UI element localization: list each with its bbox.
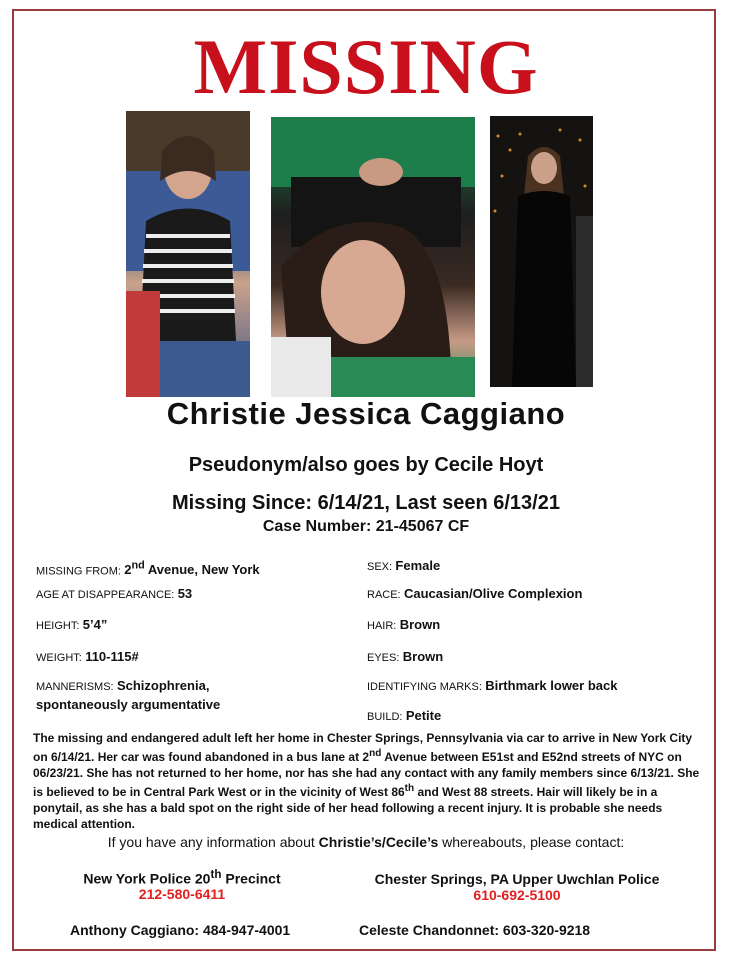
field-value: Petite <box>405 708 442 723</box>
headline: MISSING <box>193 23 539 110</box>
photo-left <box>126 111 250 397</box>
case-number: Case Number: 21-45067 CF <box>262 518 470 535</box>
missing-person-name: Christie Jessica Caggiano <box>166 396 566 431</box>
contact-celeste[interactable]: Celeste Chandonnet: 603-320-9218 <box>359 922 591 938</box>
field-label: HAIR: <box>367 620 397 632</box>
photo-center <box>271 117 475 397</box>
missing-since: Missing Since: 6/14/21, Last seen 6/13/21 <box>172 492 560 514</box>
narrative-paragraph: The missing and endangered adult left her home in Chester Springs, Pennsylvania via car to arrive in New York City on 6/14/21. Her car was found abandoned in a bus lane at 2nd Avenue between E51st and E52nd streets of NYC on 06/23/21. She has not returned to her home, nor has she had any contact with any family members since 6/13/21. She is believed to be in Central Park West or in the vicinity of West 86th and West 88 streets. Hair will likely be in a ponytail, as she has a bald spot on the right side of her head following a recent injury. It is probable she needs medical attention. <box>33 731 700 831</box>
field-label: MISSING FROM: <box>36 565 121 578</box>
field-identifying-marks <box>367 677 617 696</box>
field-value: Caucasian/Olive Complexion <box>403 586 583 601</box>
contact-pa-police-phone[interactable]: 610-692-5100 <box>473 887 561 903</box>
field-eyes <box>367 648 443 667</box>
field-value: 2nd Avenue, New York <box>124 560 260 578</box>
field-missing-from <box>36 557 260 580</box>
field-label: RACE: <box>367 589 401 601</box>
field-label: MANNERISMS: <box>36 681 114 693</box>
field-label: BUILD: <box>367 711 403 723</box>
field-value: Female <box>395 558 441 573</box>
field-value: Brown <box>402 649 444 664</box>
field-label: WEIGHT: <box>36 652 82 664</box>
field-value: Birthmark lower back <box>485 678 618 693</box>
field-build <box>367 707 441 726</box>
contact-anthony[interactable]: Anthony Caggiano: 484-947-4001 <box>70 922 291 938</box>
photo-right-figure <box>490 116 593 387</box>
field-value: 53 <box>177 586 193 601</box>
photo-center-figure <box>271 117 475 397</box>
field-label: EYES: <box>367 652 400 664</box>
field-label: HEIGHT: <box>36 620 80 632</box>
field-value-line2: spontaneously argumentative <box>36 697 221 712</box>
pseudonym: Pseudonym/also goes by Cecile Hoyt <box>188 454 544 476</box>
field-sex <box>367 557 440 576</box>
field-value: 110-115# <box>85 649 139 664</box>
field-label: SEX: <box>367 561 393 573</box>
field-value: Schizophrenia, <box>116 678 210 693</box>
field-label: AGE AT DISAPPEARANCE: <box>36 589 175 601</box>
contact-nypd-phone[interactable]: 212-580-6411 <box>138 886 226 902</box>
field-mannerisms <box>36 677 336 714</box>
field-race <box>367 585 582 604</box>
field-hair <box>367 616 440 635</box>
field-value: 5’4” <box>82 617 108 632</box>
field-label: IDENTIFYING MARKS: <box>367 681 482 693</box>
contact-nypd-name: New York Police 20th Precinct <box>83 868 281 887</box>
photo-right <box>490 116 593 387</box>
contact-pa-police-name: Chester Springs, PA Upper Uwchlan Police <box>374 871 660 887</box>
field-height <box>36 616 107 635</box>
contact-intro: If you have any information about Christie’s/Cecile’s whereabouts, please contact: <box>107 834 625 850</box>
photo-left-figure <box>126 111 250 397</box>
field-weight <box>36 648 139 667</box>
field-age <box>36 585 192 604</box>
field-value: Brown <box>399 617 441 632</box>
